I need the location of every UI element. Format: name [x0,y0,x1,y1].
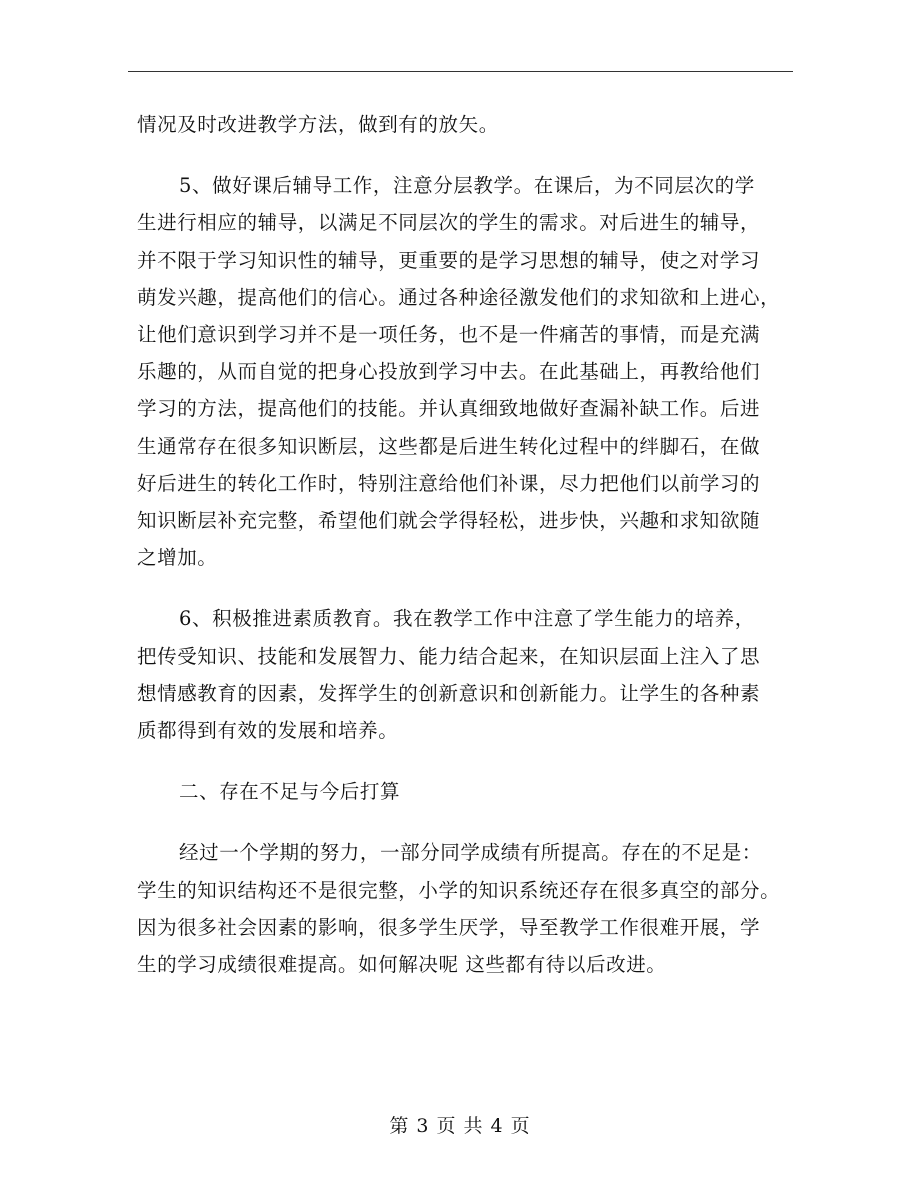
paragraph-gap [137,576,797,600]
section-heading [137,773,797,810]
text-line: 二、存在不足与今后打算 [179,780,401,804]
header-rule [128,71,793,72]
paragraph-item-5 [137,167,797,576]
paragraph-shortcomings [137,834,797,983]
text-line: 生的学习成绩很难提高。如何解决呢 这些都有待以后改进。 [137,953,667,977]
paragraph-gap [137,143,797,167]
text-line: 让他们意识到学习并不是一项任务，也不是一件痛苦的事情，而是充满 [137,323,761,347]
text-line: 并不限于学习知识性的辅导，更重要的是学习思想的辅导，使之对学习 [137,248,761,272]
paragraph-gap [137,749,797,773]
text-line: 生通常存在很多知识断层，这些都是后进生转化过程中的绊脚石，在做 [137,434,761,458]
text-line: 萌发兴趣，提高他们的信心。通过各种途径激发他们的求知欲和上进心， [137,285,781,309]
text-line: 因为很多社会因素的影响，很多学生厌学，导至教学工作很难开展，学 [137,915,761,939]
text-line: 之增加。 [137,546,218,570]
text-line: 好后进生的转化工作时，特别注意给他们补课，尽力把他们以前学习的 [137,471,761,495]
text-line: 生进行相应的辅导，以满足不同层次的学生的需求。对后进生的辅导， [137,211,761,235]
paragraph-continuation [137,106,797,143]
paragraph-gap [137,810,797,834]
text-line: 6、积极推进素质教育。我在教学工作中注意了学生能力的培养， [179,607,755,631]
page-footer: 第 3 页 共 4 页 [389,1115,531,1137]
text-line: 把传受知识、技能和发展智力、能力结合起来，在知识层面上注入了思 [137,644,761,668]
text-line: 想情感教育的因素，发挥学生的创新意识和创新能力。让学生的各种素 [137,681,761,705]
text-line: 学生的知识结构还不是很完整，小学的知识系统还存在很多真空的部分。 [137,878,781,902]
paragraph-item-6 [137,600,797,749]
text-line: 情况及时改进教学方法，做到有的放矢。 [137,113,499,136]
text-line: 质都得到有效的发展和培养。 [137,719,399,743]
document-body [137,106,797,983]
text-line: 乐趣的，从而自觉的把身心投放到学习中去。在此基础上，再教给他们 [137,360,761,384]
text-line: 经过一个学期的努力，一部分同学成绩有所提高。存在的不足是： [179,841,762,865]
text-line: 学习的方法，提高他们的技能。并认真细致地做好查漏补缺工作。后进 [137,397,761,421]
text-line: 知识断层补充完整，希望他们就会学得轻松，进步快，兴趣和求知欲随 [137,509,761,533]
text-line: 5、做好课后辅导工作，注意分层教学。在课后，为不同层次的学 [179,174,755,198]
